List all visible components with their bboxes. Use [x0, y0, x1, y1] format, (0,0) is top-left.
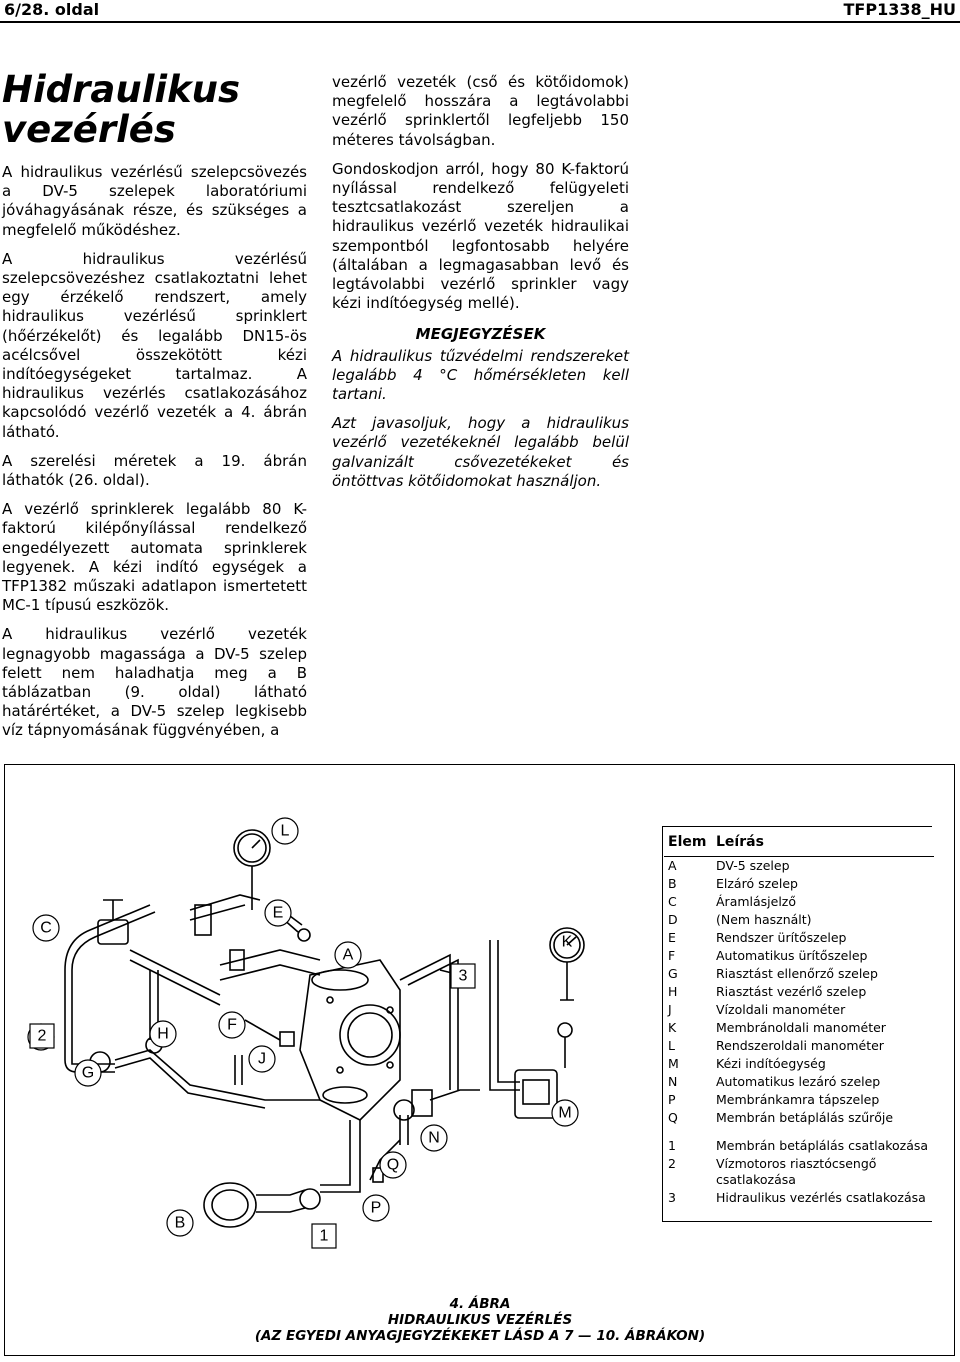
label-e: E — [272, 904, 284, 922]
legend-row — [664, 1019, 934, 1037]
legend-header-row — [664, 826, 934, 857]
legend-row — [664, 1055, 934, 1073]
pipe — [256, 1190, 305, 1212]
label-b: B — [174, 1214, 186, 1232]
caption-line: HIDRAULIKUS VEZÉRLÉS — [387, 1312, 573, 1328]
auto-shutoff-n-icon — [412, 1090, 432, 1116]
legend-item-desc: Membránoldali manométer — [716, 1020, 886, 1035]
paragraph: A szerelési méretek a 19. ábrán láthatók (26. oldal). — [2, 451, 307, 490]
legend-row — [664, 893, 934, 911]
legend-item-desc: Kézi indítóegység — [716, 1056, 826, 1071]
legend-row — [664, 911, 934, 929]
legend-row — [664, 983, 934, 1001]
dv5-valve-outlet — [323, 1087, 367, 1103]
label-g: G — [81, 1064, 95, 1082]
figure-caption — [200, 1296, 760, 1344]
legend-row — [664, 965, 934, 983]
label-n: N — [428, 1129, 440, 1147]
notes-heading: MEGJEGYZÉSEK — [415, 325, 546, 344]
legend-row — [664, 1037, 934, 1055]
valve-icon — [558, 1023, 572, 1037]
legend-item-desc: Membránkamra tápszelep — [716, 1092, 880, 1107]
header-rule — [0, 21, 960, 23]
legend-item-desc: Rendszeroldali manométer — [716, 1038, 884, 1053]
label-3: 3 — [458, 967, 468, 985]
pipe — [220, 950, 320, 965]
legend-header-desc: Leírás — [712, 826, 934, 857]
caption-line: (AZ EGYEDI ANYAGJEGYZÉKEKET LÁSD A 7 — 10. ÁBRÁKON) — [254, 1328, 706, 1344]
drain-valve-icon — [298, 929, 310, 941]
label-c: C — [40, 919, 52, 937]
label-a: A — [342, 946, 354, 964]
label-f: F — [227, 1016, 237, 1034]
pipe — [220, 965, 320, 980]
pipe — [400, 955, 458, 1090]
pipe — [115, 1050, 320, 1100]
legend-table — [664, 826, 934, 1207]
page-number: 6/28. oldal — [4, 0, 100, 19]
legend-item-code: G — [668, 966, 678, 981]
legend-item-desc: Automatikus ürítőszelep — [716, 948, 868, 963]
legend-row — [664, 1073, 934, 1091]
section-title-line1: Hidraulikus — [2, 68, 241, 111]
pipe — [190, 895, 260, 910]
legend-item-code: J — [668, 1002, 672, 1017]
legend-item-code: Q — [668, 1110, 678, 1125]
label-2: 2 — [37, 1027, 47, 1045]
paragraph: A hidraulikus vezérlő vezeték legnagyobb magassága a DV-5 szelep felett nem haladhatja meg a B táblázatban (9. oldal) látható határértéket, a DV-5 szelep legkisebb víz tápnyomásának függvényében, a — [2, 625, 307, 740]
legend-item-code: C — [668, 894, 677, 909]
flow-switch-icon — [98, 920, 128, 944]
legend-item-desc: Vízoldali manométer — [716, 1002, 846, 1017]
note-item: Azt javasoljuk, hogy a hidraulikus vezérlő vezetékeknél legalább belül galvanizált csővezetékeket és öntöttvas kötőidomokat használjon. — [332, 414, 629, 490]
pipe — [245, 1020, 280, 1040]
legend-item-desc: Rendszer ürítőszelep — [716, 930, 847, 945]
legend-item-code: M — [668, 1056, 679, 1071]
legend-item-desc: Riasztást ellenőrző szelep — [716, 966, 878, 981]
legend-row — [664, 1091, 934, 1109]
legend-item-desc: Elzáró szelep — [716, 876, 798, 891]
legend-row — [664, 1109, 934, 1132]
legend-header-elem: Elem — [664, 826, 712, 857]
manual-release-m-icon — [515, 1070, 557, 1118]
legend-item-code: P — [668, 1092, 676, 1107]
legend-row — [664, 1155, 934, 1189]
legend-row — [664, 875, 934, 893]
legend-item-code: N — [668, 1074, 678, 1089]
legend-item-code: E — [668, 930, 676, 945]
section-title — [2, 70, 302, 150]
legend-item-code: D — [668, 912, 678, 927]
label-p: P — [370, 1199, 382, 1217]
label-1: 1 — [319, 1227, 329, 1245]
legend-row — [664, 947, 934, 965]
label-h: H — [157, 1025, 169, 1043]
pipe — [320, 1120, 360, 1192]
gauge-needle — [252, 840, 260, 848]
legend-item-desc: Vízmotoros riasztócsengő csatlakozása — [716, 1156, 877, 1187]
left-column — [2, 163, 307, 751]
pipe — [130, 950, 220, 1005]
dv5-valve-inlet — [312, 970, 368, 990]
label-k: K — [561, 933, 573, 951]
legend-item-code: A — [668, 858, 677, 873]
legend-item-code: H — [668, 984, 678, 999]
pipe — [490, 940, 520, 1090]
label-q: Q — [386, 1156, 400, 1174]
legend-item-desc: Riasztást vezérlő szelep — [716, 984, 867, 999]
legend-item-code: K — [668, 1020, 677, 1035]
legend-item-code: 3 — [668, 1190, 676, 1205]
note-item: A hidraulikus tűzvédelmi rendszereket legalább 4 °C hőmérsékleten kell tartani. — [332, 346, 629, 404]
legend-row — [664, 857, 934, 876]
legend-item-desc: Automatikus lezáró szelep — [716, 1074, 881, 1089]
pipe — [72, 970, 115, 1064]
hydraulic-control-diagram — [20, 800, 650, 1260]
section-title-line2: vezérlés — [2, 108, 176, 151]
label-j: J — [258, 1050, 266, 1068]
legend-row — [664, 1001, 934, 1019]
legend-item-desc: Membrán betáplálás szűrője — [716, 1110, 894, 1125]
fitting-icon — [195, 905, 211, 935]
legend-row — [664, 929, 934, 947]
diaphragm-inner — [348, 1013, 392, 1057]
paragraph: A hidraulikus vezérlésű szelepcsövezés a DV-5 szelepek laboratóriumi jóváhagyásának része, és szükséges a megfelelő működéshez. — [2, 163, 307, 239]
flange-icon — [300, 1189, 320, 1209]
legend-row — [664, 1189, 934, 1207]
legend-item-code: B — [668, 876, 677, 891]
legend-item-desc: Hidraulikus vezérlés csatlakozása — [716, 1190, 926, 1205]
legend-item-desc: DV-5 szelep — [716, 858, 790, 873]
pipe — [430, 1090, 480, 1100]
right-column — [332, 73, 629, 501]
legend-item-desc: Áramlásjelző — [716, 894, 797, 909]
legend-row — [664, 1132, 934, 1155]
pipe — [560, 962, 574, 1000]
legend-item-code: 1 — [668, 1138, 676, 1153]
legend-item-code: 2 — [668, 1156, 676, 1171]
paragraph: Gondoskodjon arról, hogy 80 K-faktorú nyílással rendelkező felügyeleti tesztcsatlakozást szereljen a hidraulikus vezérlő vezeték hidraulikai szempontból legfontosabb helyére (általában a legmagasabban levő és legtávolabbi vezérlő sprinkler vagy kézi indítóegység mellé). — [332, 159, 629, 313]
strainer-q-icon — [394, 1100, 414, 1120]
caption-line: 4. ÁBRA — [449, 1296, 511, 1312]
paragraph: A vezérlő sprinklerek legalább 80 K-faktorú kilépőnyílással rendelkező engedélyezett automata sprinklerek legyenek. A kézi indító egységek a TFP1382 műszaki adatlapon ismertetett MC-1 típusú eszközök. — [2, 500, 307, 615]
pipe — [65, 905, 150, 970]
legend-item-code: F — [668, 948, 676, 963]
label-l: L — [280, 822, 290, 840]
legend-item-code: L — [668, 1038, 675, 1053]
legend-item-desc: Membrán betáplálás csatlakozása — [716, 1138, 929, 1153]
document-code: TFP1338_HU — [843, 0, 956, 19]
gauge-j-fitting — [280, 1032, 294, 1046]
paragraph: A hidraulikus vezérlésű szelepcsövezéshez csatlakoztatni lehet egy érzékelő rendszert, amely hidraulikus vezérlésű sprinklert (hőérzékelőt) és legalább DN15-ös acélcsővel összekötött kézi indítóegységeket tartalmaz. A hidraulikus vezérlés csatlakozásához kapcsolódó vezérlő vezeték a 4. ábrán látható. — [2, 249, 307, 441]
legend-item-desc: (Nem használt) — [716, 912, 812, 927]
diaphragm-cover-icon — [340, 1005, 400, 1065]
paragraph: vezérlő vezeték (cső és kötőidomok) megfelelő hosszára a legtávolabbi vezérlő sprinklertől legfeljebb 150 méteres távolságban. — [332, 73, 629, 149]
label-m: M — [558, 1104, 572, 1122]
pipe — [235, 1055, 242, 1085]
